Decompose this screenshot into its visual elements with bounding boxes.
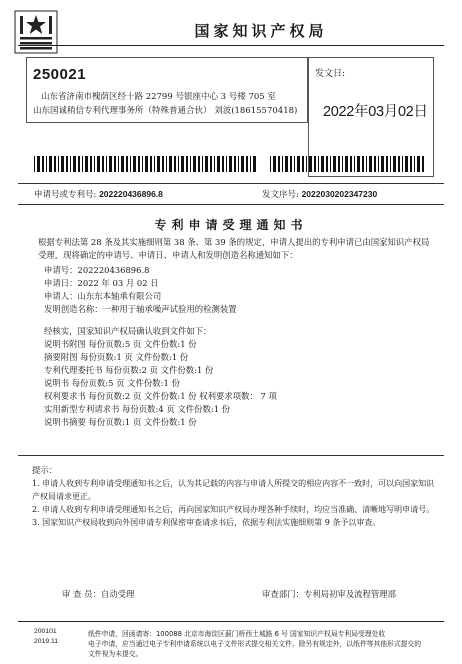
examiner-value: 自动受理 [100, 589, 135, 599]
field-applicant [44, 290, 161, 302]
barcode-bar [314, 156, 316, 172]
barcode-bar [278, 156, 280, 172]
field-invention-title [44, 303, 237, 315]
send-date-value: 2022年03月02日 [323, 104, 428, 120]
barcode-bar [362, 156, 364, 172]
footer-line: 纸件申请，回函请寄：100088 北京市海淀区蓟门桥西土城路 6 号 国家知识产权局专利局受理处收 [88, 630, 386, 638]
field-label: 发明创造名称： [44, 304, 103, 314]
barcode-bar [318, 156, 319, 172]
recipient-address: 山东省济南市槐荫区经十路 22799 号银座中心 3 号楼 705 室 [41, 92, 276, 102]
ref-rule-top [18, 183, 444, 184]
barcode-bar [333, 156, 336, 172]
application-number-row [34, 188, 163, 200]
field-value: 一种用于轴承噪声试验用的检测装置 [102, 304, 237, 314]
barcode-bar [106, 156, 107, 172]
barcode-bar [166, 156, 167, 172]
barcode-bar [202, 156, 203, 172]
barcode-bar [85, 156, 88, 172]
barcode-bar [354, 156, 355, 172]
barcode-bar [381, 156, 384, 172]
barcode-bar [309, 156, 312, 172]
barcode-bar [181, 156, 184, 172]
barcode-bar [46, 156, 47, 172]
barcode-bar [417, 156, 420, 172]
barcode-bar [369, 156, 372, 172]
field-value: 2022 年 03 月 02 日 [77, 278, 159, 288]
field-value: 山东东本轴承有限公司 [77, 291, 162, 301]
barcode-bar [198, 156, 200, 172]
recipient-agency: 山东国诚稍信专利代理事务所（特殊普通合伙） 刘波(18615570418) [33, 106, 298, 116]
barcode-bar [61, 156, 64, 172]
field-application-number [44, 264, 149, 276]
barcode-bar [66, 156, 68, 172]
barcode-bar [410, 156, 412, 172]
ref-rule-bottom [18, 204, 444, 205]
barcode-bar [290, 156, 292, 172]
barcode-bar [130, 156, 131, 172]
barcode-bar [342, 156, 343, 172]
note-item: 1. 申请人收到专利申请受理通知书之后，认为其记载的内容与申请人所提交的相应内容不一致时，可以向国家知识产权局请求更正。 [32, 479, 435, 501]
barcode-bar [150, 156, 152, 172]
barcode-bar [326, 156, 328, 172]
barcode-bar [58, 156, 59, 172]
barcode-bar [393, 156, 396, 172]
barcode-bar [70, 156, 71, 172]
barcode-bar [241, 156, 244, 172]
barcode-bar [121, 156, 124, 172]
barcode-bar [350, 156, 352, 172]
office-name: 国家知识产权局 [194, 22, 328, 40]
footer-line: 电子申请，应当通过电子专利申请系统以电子文件形式提交相关文件。除另有规定外，以纸件等其他形式提交的 [88, 640, 422, 648]
barcode-bar [398, 156, 400, 172]
barcode-bar [186, 156, 188, 172]
barcode-bar [246, 156, 248, 172]
barcode-bar [102, 156, 104, 172]
barcode-bar [133, 156, 136, 172]
barcode-bar [366, 156, 367, 172]
barcode-bar [118, 156, 119, 172]
barcode-bar [73, 156, 76, 172]
document-item: 权利要求书 每份页数:2 页 文件份数:1 份 权利要求项数： 7 项 [44, 391, 277, 401]
barcode-bar [78, 156, 80, 172]
barcode-bar [302, 156, 304, 172]
barcode-bar [82, 156, 83, 172]
barcode-bar [54, 156, 56, 172]
barcode-bar [250, 156, 251, 172]
barcode-bar [49, 156, 52, 172]
barcode-bar [273, 156, 276, 172]
application-number-label: 申请号或专利号: [34, 190, 97, 200]
barcode-bar [229, 156, 232, 172]
barcode-bar [285, 156, 288, 172]
barcode-bar [306, 156, 307, 172]
application-number: 202220436896.8 [99, 189, 163, 199]
barcode-bar [145, 156, 148, 172]
notes-rule [18, 455, 444, 456]
barcode-bar [109, 156, 112, 172]
barcode-bar [294, 156, 295, 172]
barcode-bar [402, 156, 403, 172]
department-value: 专利局初审及流程管理部 [303, 589, 396, 599]
barcode-bar [37, 156, 40, 172]
form-code: 200101 [34, 628, 57, 635]
footer-line: 文件视为未提交。 [88, 650, 143, 658]
barcode-bar [357, 156, 360, 172]
note-item: 3. 国家知识产权局收到向外国申请专利保密审查请求书后，依据专利法实施细则第 9 条予以审查。 [32, 518, 381, 527]
barcode-bar [378, 156, 379, 172]
document-item: 说明书摘要 每份页数:1 页 文件份数:1 份 [44, 417, 197, 427]
application-barcode [34, 156, 260, 172]
department [262, 588, 396, 600]
barcode-bar [142, 156, 143, 172]
document-title: 专利申请受理通知书 [154, 218, 308, 232]
barcode-bar [138, 156, 140, 172]
field-label: 申请日： [44, 278, 78, 288]
dispatch-number-label: 发文序号: [262, 190, 299, 200]
barcode-bar [390, 156, 391, 172]
barcode-bar [374, 156, 376, 172]
barcode-bar [238, 156, 239, 172]
header-rule [18, 45, 444, 46]
document-item: 说明书附图 每份页数:5 页 文件份数:1 份 [44, 339, 197, 349]
barcode-bar [234, 156, 236, 172]
barcode-bar [330, 156, 331, 172]
barcode-bar [205, 156, 208, 172]
barcode-bar [34, 156, 35, 172]
notes-title: 提示： [32, 465, 58, 475]
barcode-bar [42, 156, 44, 172]
examiner-label: 审 查 员： [62, 589, 101, 599]
barcode-bar [193, 156, 196, 172]
barcode-bar [210, 156, 212, 172]
field-value: 202220436896.8 [77, 265, 150, 275]
barcode-bar [222, 156, 224, 172]
barcode-bar [178, 156, 179, 172]
barcode-bar [190, 156, 191, 172]
document-item: 专利代理委托书 每份页数:2 页 文件份数:1 份 [44, 365, 214, 375]
document-item: 说明书 每份页数:5 页 文件份数:1 份 [44, 378, 180, 388]
barcode-bar [154, 156, 155, 172]
barcode-bar [90, 156, 92, 172]
intro-paragraph: 根据专利法第 28 条及其实施细则第 38 条、第 39 条的规定，申请人提出的专利申请已由国家知识产权局受理，现将确定的申请号、申请日、申请人和发明创造名称通知如下： [38, 237, 430, 260]
barcode-bar [169, 156, 172, 172]
note-item: 2. 申请人收到专利申请受理通知书之后，再向国家知识产权局办理各种手续时，均应当准确、清晰地写明申请号。 [32, 505, 435, 514]
barcode-bar [297, 156, 300, 172]
field-label: 申请人： [44, 291, 78, 301]
field-label: 申请号： [44, 265, 78, 275]
postal-code: 250021 [33, 66, 87, 83]
barcode-bar [214, 156, 215, 172]
barcode-bar [270, 156, 271, 172]
recipient-box [26, 57, 308, 123]
footer-rule [18, 621, 444, 622]
barcode-bar [386, 156, 388, 172]
field-application-date [44, 277, 159, 289]
document-item: 实用新型专利请求书 每份页数:4 页 文件份数:1 份 [44, 404, 231, 414]
received-files-intro: 经核实，国家知识产权局确认收到文件如下： [44, 326, 212, 336]
barcode-bar [338, 156, 340, 172]
barcode-bar [321, 156, 324, 172]
barcode-bar [174, 156, 176, 172]
barcode-bar [217, 156, 220, 172]
department-label: 审查部门： [262, 589, 304, 599]
barcode-bar [94, 156, 95, 172]
examiner [62, 588, 134, 600]
barcode-bar [226, 156, 227, 172]
barcode-bar [157, 156, 160, 172]
barcode-bar [414, 156, 415, 172]
form-version: 2019.11 [34, 638, 59, 645]
dispatch-number-row [262, 188, 377, 200]
barcode-bar [282, 156, 283, 172]
barcode-bar [126, 156, 128, 172]
send-date-label: 发文日: [315, 69, 346, 79]
barcode-bar [97, 156, 100, 172]
barcode-bar [253, 156, 256, 172]
document-item: 摘要附图 每份页数:1 页 文件份数:1 份 [44, 352, 189, 362]
dispatch-barcode [270, 156, 428, 172]
barcode-bar [422, 156, 424, 172]
barcode-bar [405, 156, 408, 172]
barcode-bar [162, 156, 164, 172]
dispatch-number: 2022030202347230 [301, 189, 378, 199]
barcode-bar [345, 156, 348, 172]
barcode-bar [114, 156, 116, 172]
